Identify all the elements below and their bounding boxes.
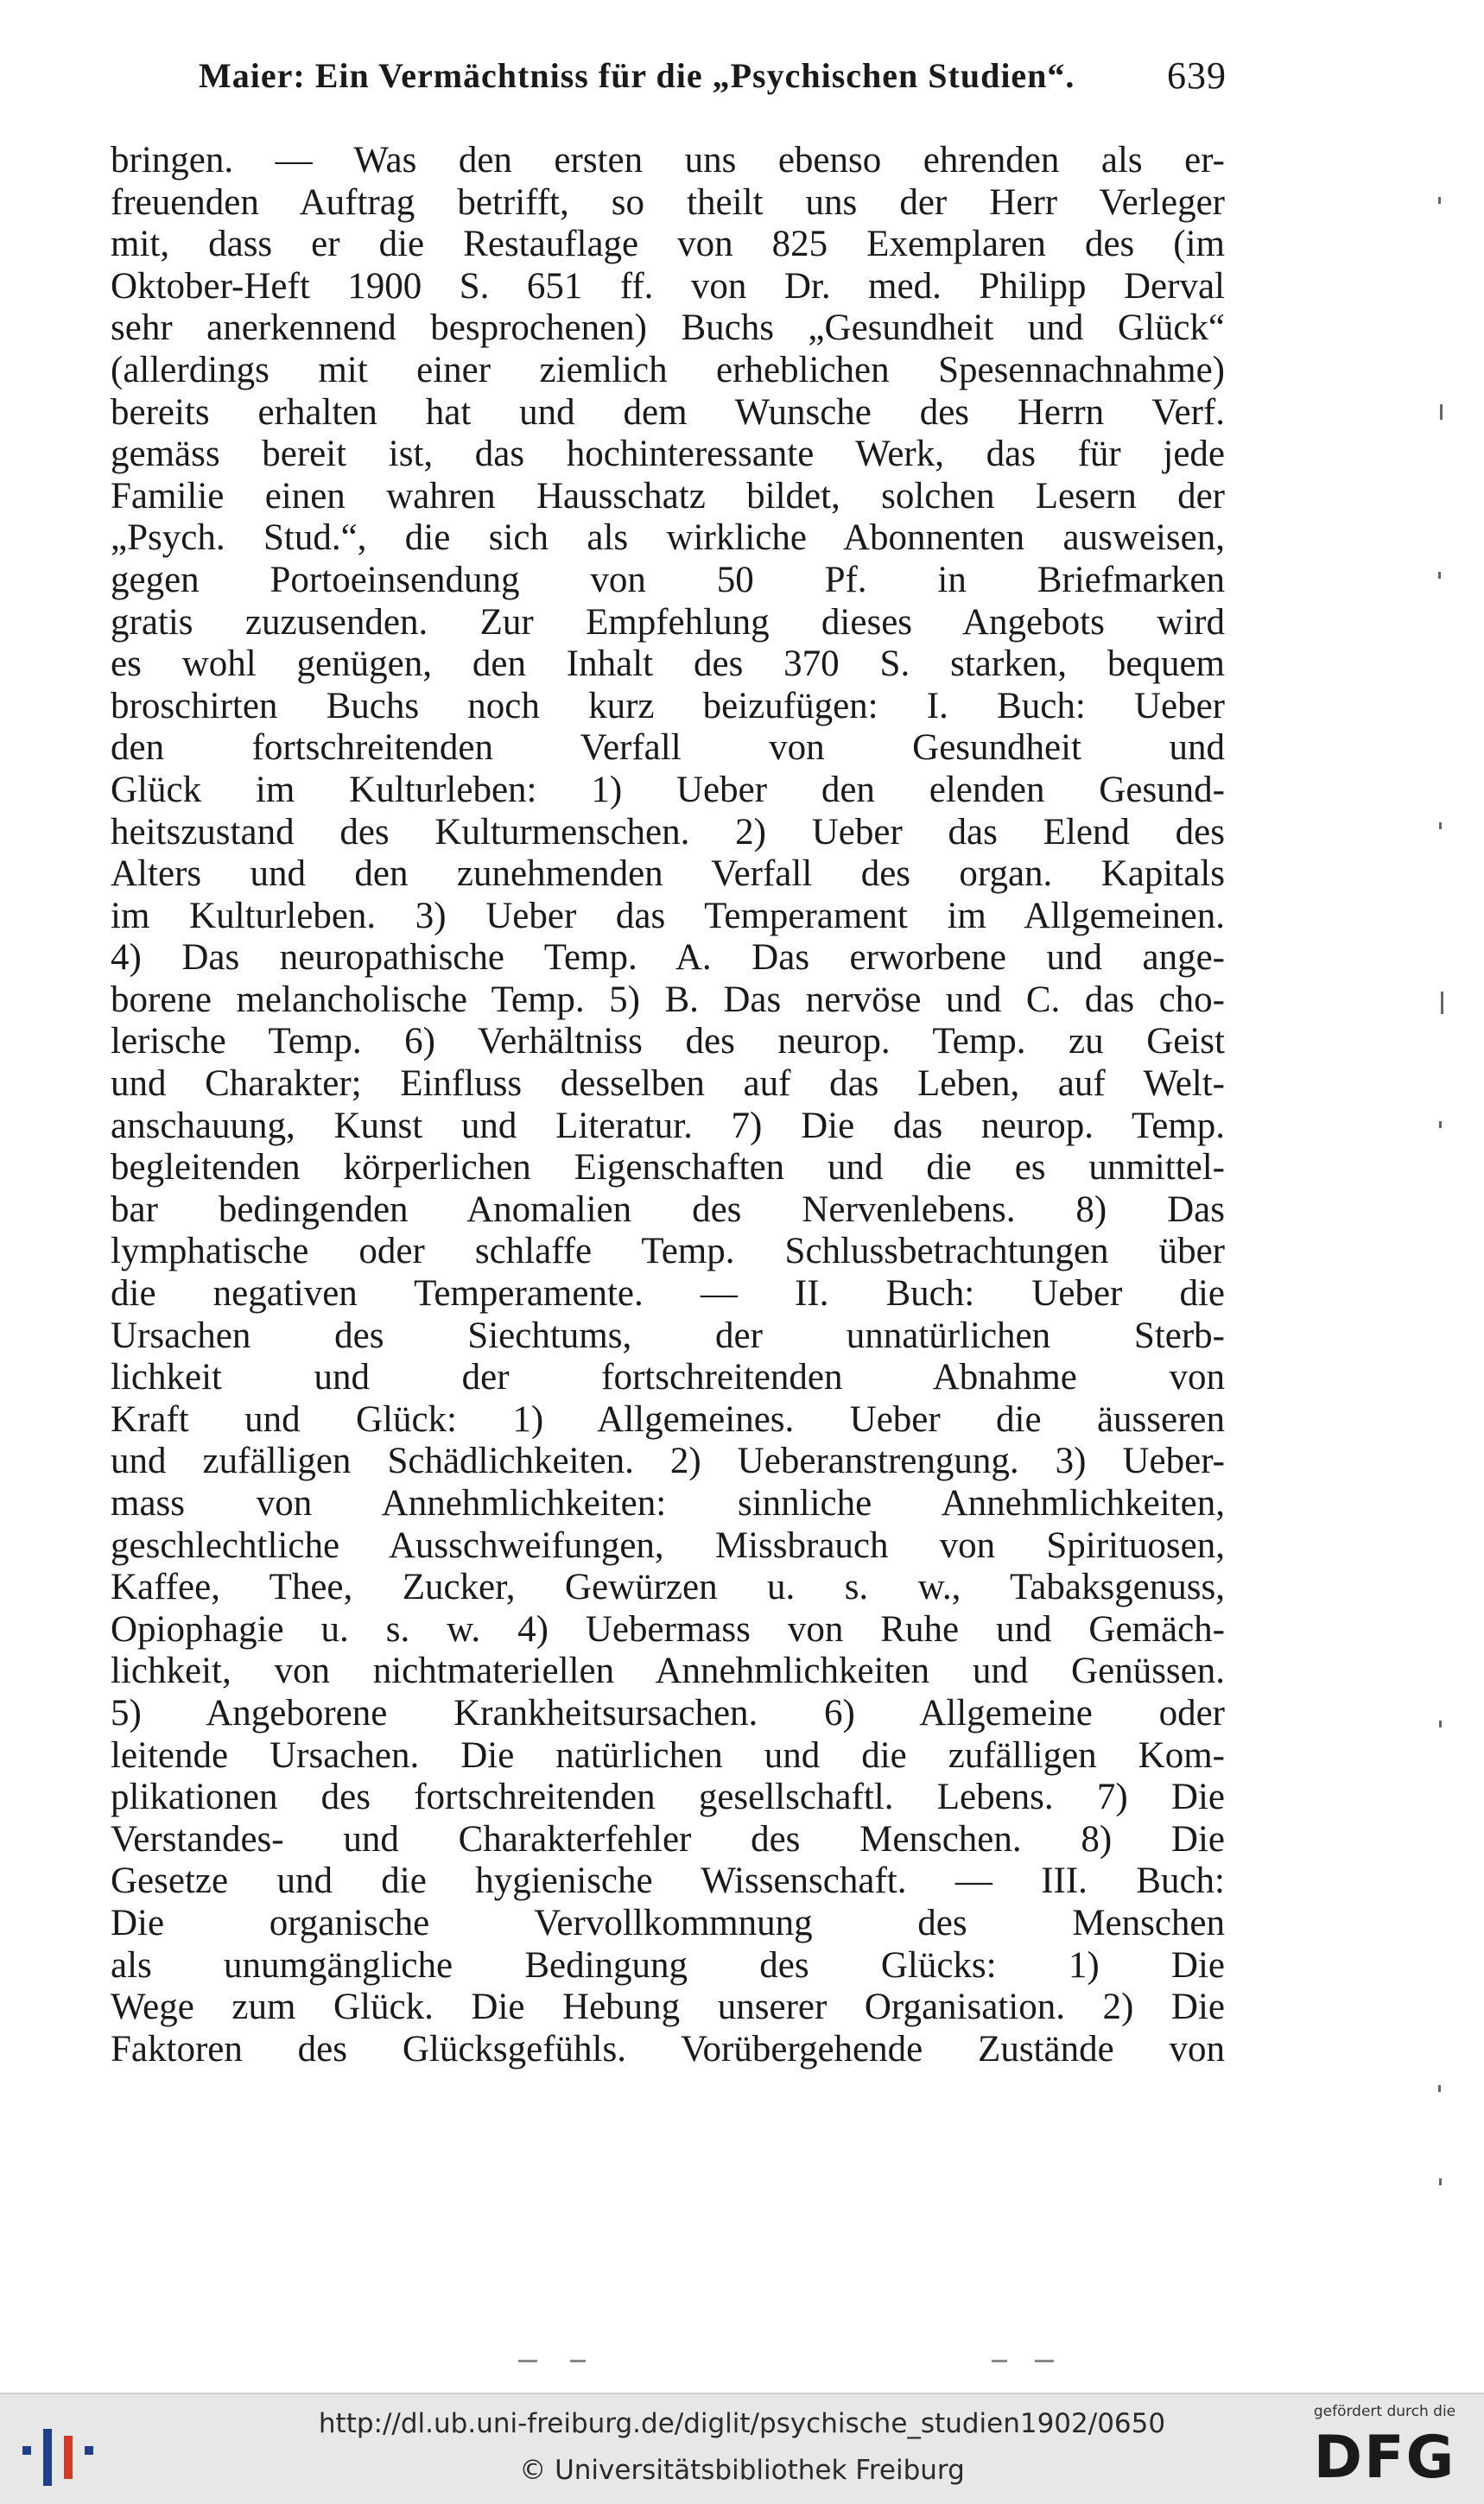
scan-mark [992, 2360, 1007, 2362]
text-line: heitszustand des Kulturmenschen. 2) Ueber das Elend des [111, 811, 1225, 853]
text-line: als unumgängliche Bedingung des Glücks: 1) Die [111, 1944, 1225, 1986]
text-line: und zufälligen Schädlichkeiten. 2) Ueberanstrengung. 3) Ueber- [111, 1441, 1225, 1482]
scan-mark [1439, 2178, 1442, 2185]
text-line: Verstandes- und Charakterfehler des Menschen. 8) Die [111, 1818, 1225, 1860]
text-line: Kraft und Glück: 1) Allgemeines. Ueber die äusseren [111, 1398, 1225, 1440]
footer-bar [0, 2393, 1484, 2504]
dfg-funding-logo [1303, 2401, 1467, 2498]
text-line: bar bedingenden Anomalien des Nervenlebens. 8) Das [111, 1189, 1225, 1230]
text-line: Opiophagie u. s. w. 4) Uebermass von Ruhe und Gemäch- [111, 1608, 1225, 1650]
text-line: mass von Annehmlichkeiten: sinnliche Annehmlichkeiten, [111, 1483, 1225, 1524]
text-line: mit, dass er die Restauflage von 825 Exemplaren des (im [111, 224, 1225, 265]
page-number: 639 [1167, 54, 1227, 97]
text-line: Wege zum Glück. Die Hebung unserer Organisation. 2) Die [111, 1987, 1225, 2028]
scan-mark [1440, 404, 1443, 420]
text-line: plikationen des fortschreitenden gesellschaftl. Lebens. 7) Die [111, 1777, 1225, 1818]
scan-mark [1438, 572, 1441, 579]
text-line: Oktober-Heft 1900 S. 651 ff. von Dr. med. Philipp Derval [111, 265, 1225, 307]
text-line: gemäss bereit ist, das hochinteressante Werk, das für jede [111, 434, 1225, 475]
scan-mark [570, 2360, 586, 2362]
text-line: gratis zuzusenden. Zur Empfehlung dieses Angebots wird [111, 601, 1225, 643]
permalink-url[interactable]: http://dl.ub.uni-freiburg.de/diglit/psychische_studien1902/0650 [318, 2408, 1166, 2439]
text-line: lerische Temp. 6) Verhältniss des neurop. Temp. zu Geist [111, 1021, 1225, 1062]
text-line: und Charakter; Einfluss desselben auf das Leben, auf Welt- [111, 1063, 1225, 1105]
text-line: broschirten Buchs noch kurz beizufügen: I. Buch: Ueber [111, 685, 1225, 726]
dfg-caption: gefördert durch die [1313, 2403, 1456, 2420]
text-line: den fortschreitenden Verfall von Gesundheit und [111, 727, 1225, 769]
scan-mark [1439, 822, 1442, 829]
text-line: lichkeit und der fortschreitenden Abnahme von [111, 1357, 1225, 1398]
text-line: Ursachen des Siechtums, der unnatürlichen Sterb- [111, 1315, 1225, 1356]
text-line: geschlechtliche Ausschweifungen, Missbrauch von Spirituosen, [111, 1525, 1225, 1566]
text-line: borene melancholische Temp. 5) B. Das nervöse und C. das cho- [111, 979, 1225, 1020]
text-line: 4) Das neuropathische Temp. A. Das erworbene und ange- [111, 937, 1225, 979]
text-line: Faktoren des Glücksgefühls. Vorübergehende Zustände von [111, 2028, 1225, 2070]
text-line: leitende Ursachen. Die natürlichen und die zufälligen Kom- [111, 1734, 1225, 1776]
scan-mark [1438, 2085, 1441, 2092]
text-line: Gesetze und die hygienische Wissenschaft. — III. Buch: [111, 1861, 1225, 1902]
scan-mark [518, 2360, 537, 2362]
text-line: lymphatische oder schlaffe Temp. Schlussbetrachtungen über [111, 1231, 1225, 1272]
text-line: Familie einen wahren Hausschatz bildet, solchen Lesern der [111, 475, 1225, 517]
running-head [199, 55, 1227, 107]
scan-mark [1438, 197, 1441, 204]
text-line: Kaffee, Thee, Zucker, Gewürzen u. s. w., Tabaksgenuss, [111, 1567, 1225, 1608]
text-line: freuenden Auftrag betrifft, so theilt uns der Herr Verleger [111, 181, 1225, 223]
scan-mark [1439, 1121, 1442, 1128]
text-line: es wohl genügen, den Inhalt des 370 S. starken, bequem [111, 643, 1225, 685]
text-line: Alters und den zunehmenden Verfall des organ. Kapitals [111, 853, 1225, 895]
text-line: begleitenden körperlichen Eigenschaften und die es unmittel- [111, 1147, 1225, 1189]
text-line: im Kulturleben. 3) Ueber das Temperament im Allgemeinen. [111, 895, 1225, 936]
scan-mark [1441, 992, 1443, 1014]
text-line: lichkeit, von nichtmateriellen Annehmlichkeiten und Genüssen. [111, 1651, 1225, 1692]
text-line: anschauung, Kunst und Literatur. 7) Die das neurop. Temp. [111, 1105, 1225, 1146]
text-line: bereits erhalten hat und dem Wunsche des Herrn Verf. [111, 391, 1225, 433]
copyright-notice: © Universitätsbibliothek Freiburg [519, 2455, 965, 2486]
text-line: „Psych. Stud.“, die sich als wirkliche Abonnenten ausweisen, [111, 517, 1225, 559]
text-line: (allerdings mit einer ziemlich erheblichen Spesennachnahme) [111, 349, 1225, 390]
scan-mark [1035, 2360, 1054, 2362]
text-line: die negativen Temperamente. — II. Buch: Ueber die [111, 1273, 1225, 1315]
text-line: bringen. — Was den ersten uns ebenso ehrenden als er- [111, 140, 1225, 181]
body-text [111, 140, 1225, 2070]
text-line: Glück im Kulturleben: 1) Ueber den elenden Gesund- [111, 769, 1225, 810]
running-head-title: Maier: Ein Vermächtniss für die „Psychischen Studien“. [199, 56, 1075, 95]
scan-mark [1439, 1721, 1442, 1727]
text-line: gegen Portoeinsendung von 50 Pf. in Briefmarken [111, 559, 1225, 600]
text-line: Die organische Vervollkommnung des Menschen [111, 1902, 1225, 1943]
dfg-mark: DFG [1313, 2424, 1456, 2492]
text-line: sehr anerkennend besprochenen) Buchs „Gesundheit und Glück“ [111, 307, 1225, 349]
text-line: 5) Angeborene Krankheitsursachen. 6) Allgemeine oder [111, 1692, 1225, 1734]
